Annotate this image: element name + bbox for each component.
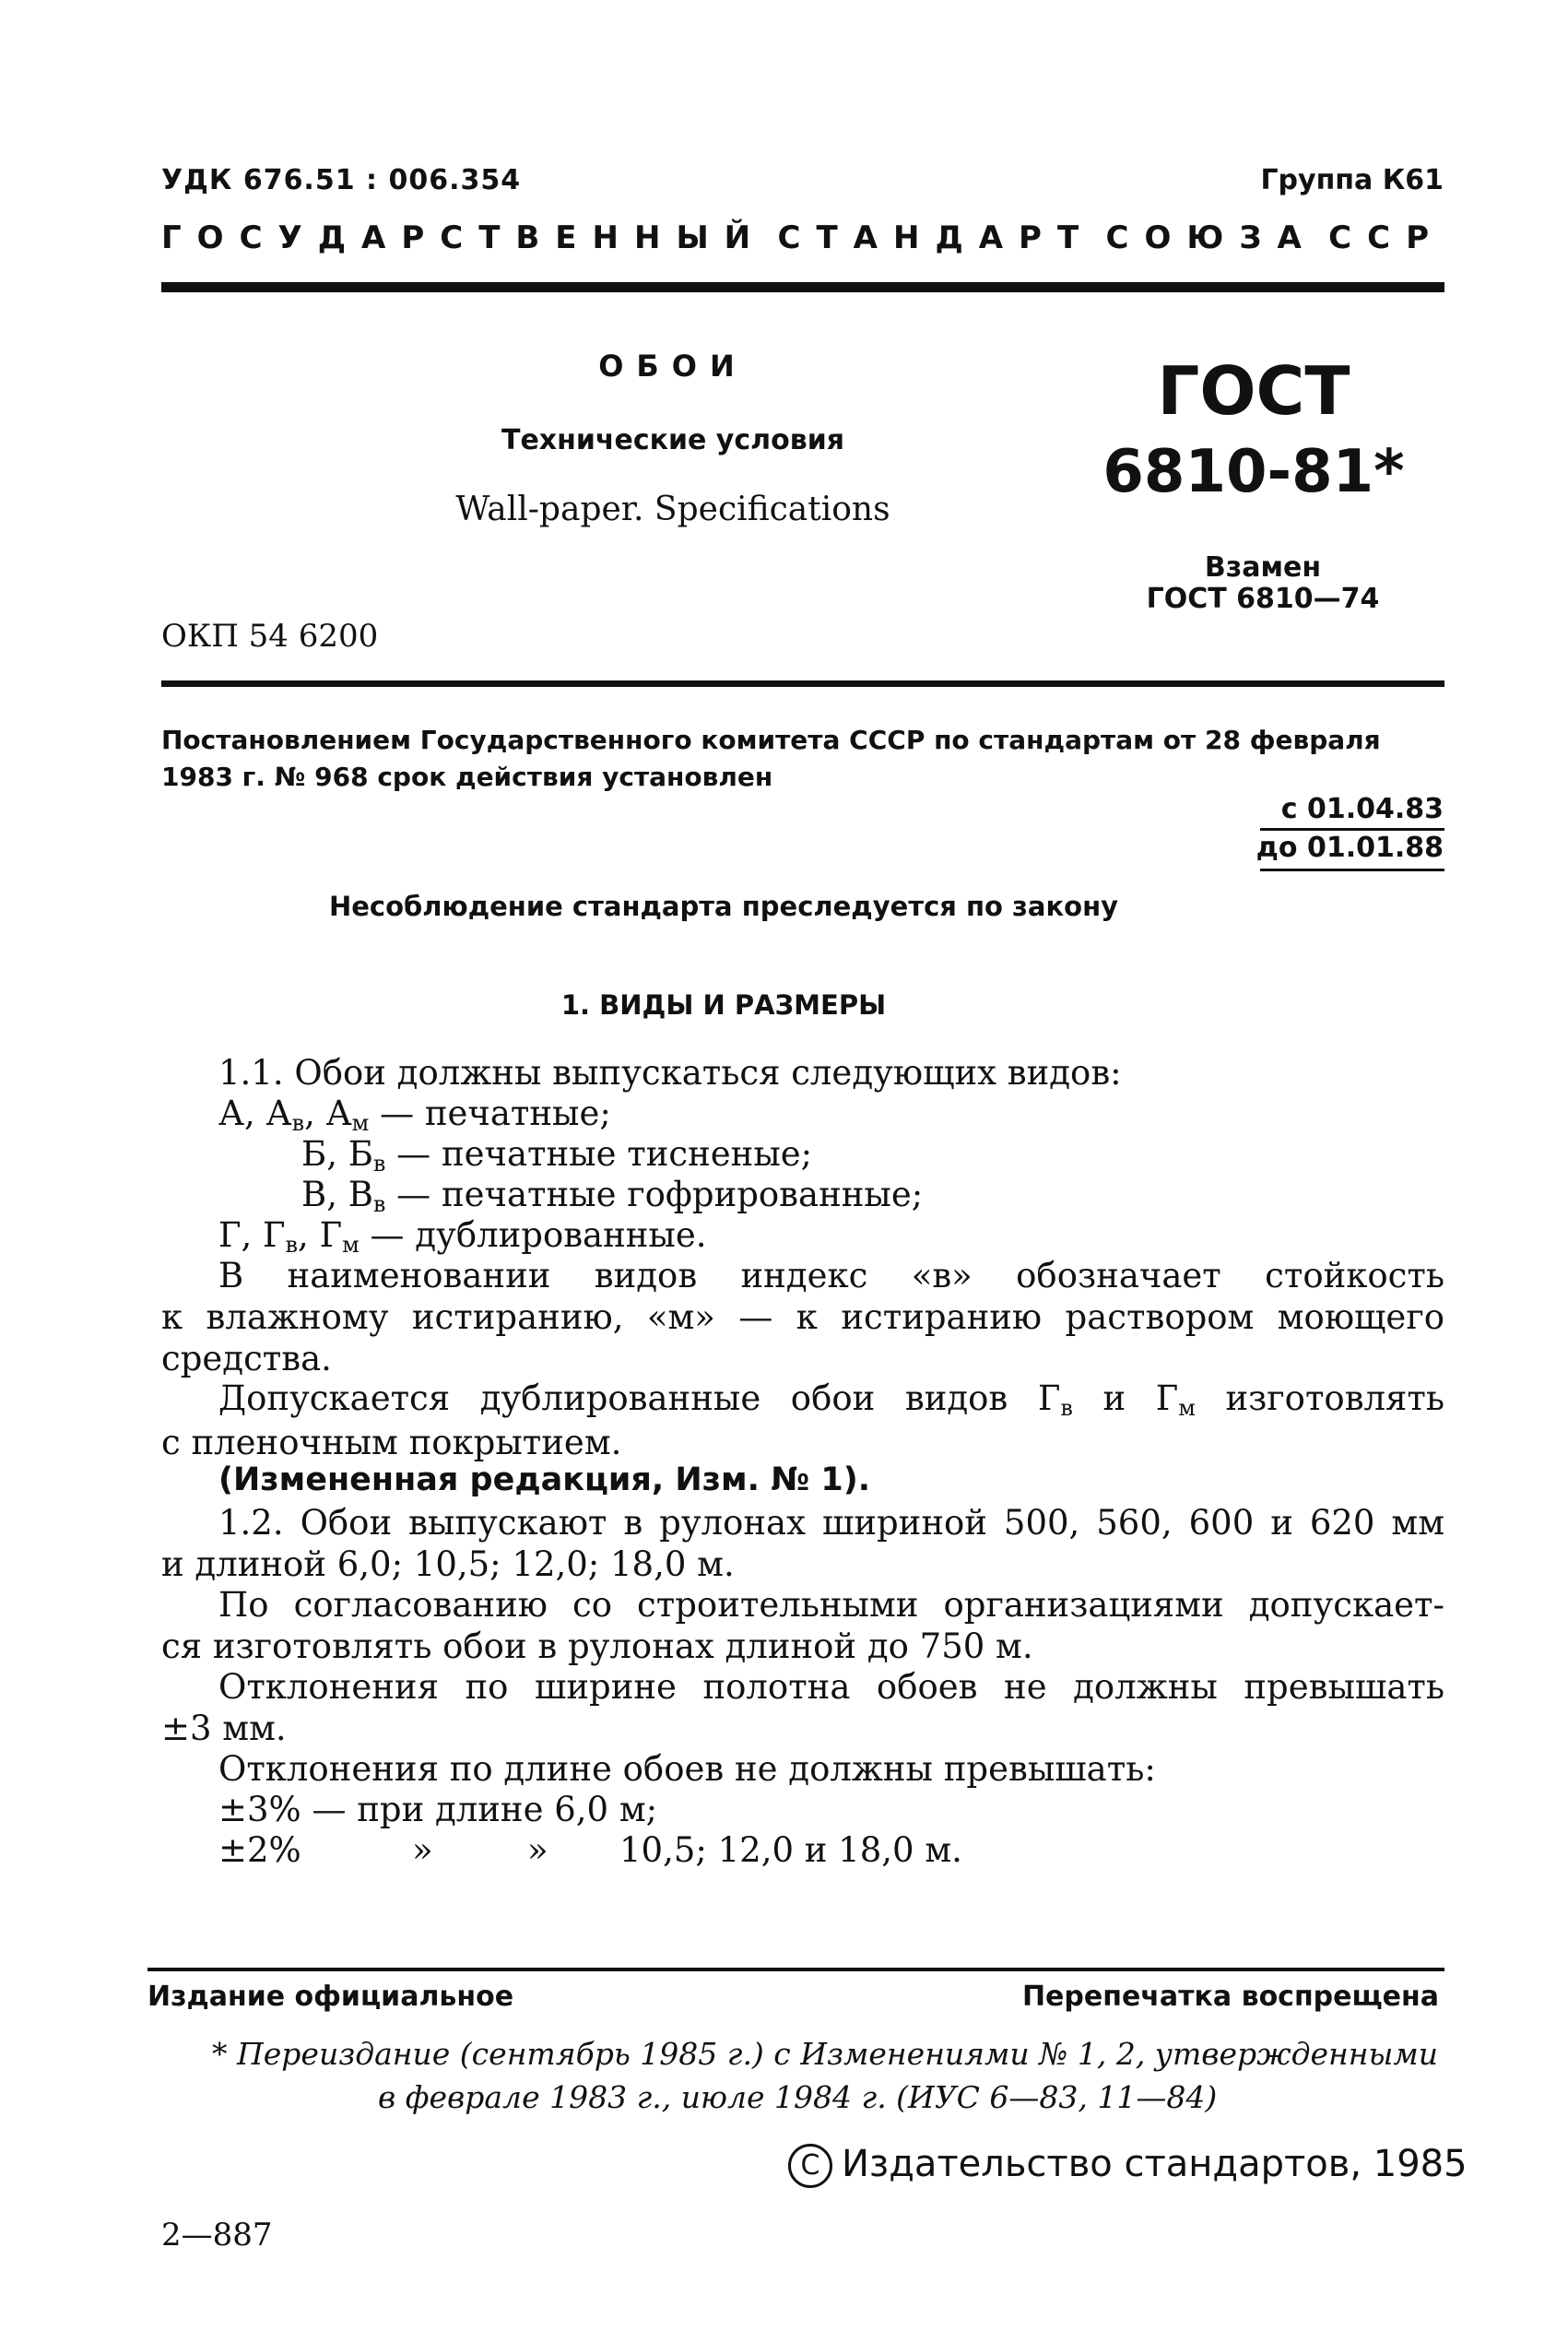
paragraph-1-2 [161, 1503, 1444, 1584]
tolerance-line-2 [218, 1830, 1048, 1870]
text-line: к влажному истиранию, «м» — к истиранию раствором моющего [161, 1297, 1444, 1337]
type-v-line [301, 1175, 923, 1217]
gost-label: ГОСТ [1157, 352, 1350, 430]
law-notice: Несоблюдение стандарта преследуется по закону [328, 891, 1119, 922]
state-standard-heading [161, 219, 1444, 256]
index-v: в [1060, 1395, 1073, 1421]
section-title: 1. ВИДЫ И РАЗМЕРЫ [560, 989, 887, 1021]
type-b-line [301, 1134, 812, 1177]
replaces-value: ГОСТ 6810—74 [1146, 583, 1380, 615]
index-paragraph [161, 1256, 1444, 1378]
type-description: — печатные тисненые; [385, 1134, 813, 1174]
index-v: в [285, 1232, 299, 1258]
udk-code: УДК 676.51 : 006.354 [161, 164, 522, 196]
index-v: в [372, 1191, 386, 1217]
print-code: 2—887 [161, 2217, 273, 2253]
type-letters: А, А [218, 1094, 292, 1133]
valid-to: до 01.01.88 [1256, 832, 1444, 864]
copyright-text: Издательство стандартов, 1985 [842, 2143, 1468, 2185]
copyright [788, 2143, 1468, 2188]
okp-code: ОКП 54 6200 [161, 618, 379, 655]
type-g-line [218, 1215, 707, 1258]
validity-rule [1260, 869, 1444, 871]
type-letters: Г, Г [218, 1215, 286, 1255]
copyright-icon: С [788, 2144, 832, 2188]
republication-note: * Переиздание (сентябрь 1985 г.) с Изменениями № 1, 2, утвержденными [212, 2036, 1439, 2072]
text-line: и длиной 6,0; 10,5; 12,0; 18,0 м. [161, 1544, 735, 1584]
official-edition: Издание официальное [147, 1981, 514, 2013]
heading-word: ССР [1328, 219, 1444, 256]
type-a-line [218, 1094, 611, 1136]
text-line: ±3 мм. [161, 1709, 287, 1748]
text-line: В наименовании видов индекс «в» обозначает стойкость [218, 1256, 1444, 1295]
heading-word: ГОСУДАРСТВЕННЫЙ [161, 219, 767, 256]
text-line: средства. [161, 1339, 332, 1378]
footer-rule [147, 1968, 1444, 1971]
paragraph-1-1: 1.1. Обои должны выпускаться следующих видов: [218, 1053, 1122, 1093]
heading-word: СТАНДАРТ [777, 219, 1095, 256]
type-letters: , А [304, 1094, 352, 1133]
valid-from: с 01.04.83 [1280, 793, 1444, 825]
length-deviation-heading: Отклонения по длине обоев не должны превышать: [218, 1749, 1156, 1789]
text-line: с пленочным покрытием. [161, 1423, 622, 1462]
reprint-prohibited: Перепечатка воспрещена [1021, 1981, 1439, 2013]
width-deviation-paragraph [161, 1667, 1444, 1748]
header-rule [161, 282, 1444, 292]
index-m: м [1178, 1395, 1196, 1421]
type-letters: В, В [301, 1175, 373, 1214]
group-code: Группа К61 [1260, 164, 1444, 196]
standard-subtitle: Технические условия [501, 424, 844, 456]
tolerance-line-1: ±3% — при длине 6,0 м; [218, 1790, 658, 1829]
tolerance-percent: ±2% [218, 1830, 301, 1870]
type-description: — печатные гофрированные; [385, 1175, 924, 1214]
duplicated-paragraph [161, 1378, 1444, 1462]
heading-word: СОЮЗА [1105, 219, 1317, 256]
english-title: Wall-paper. Specifications [455, 491, 890, 528]
agreement-paragraph [161, 1585, 1444, 1666]
text-line: ся изготовлять обои в рулонах длиной до 750 м. [161, 1626, 1033, 1666]
type-description: — печатные; [369, 1094, 611, 1133]
text-line [161, 1378, 1444, 1421]
decree-text: Постановлением Государственного комитета СССР по стандартам от 28 февраля 1983 г. № 968 срок действия установлен [161, 725, 1381, 792]
replaces-label: Взамен [1204, 551, 1322, 584]
index-v: в [291, 1110, 305, 1136]
text-line: Отклонения по ширине полотна обоев не должны превышать [218, 1667, 1444, 1707]
type-letters: Б, Б [301, 1134, 373, 1174]
amendment-note: (Измененная редакция, Изм. № 1). [218, 1461, 871, 1498]
validity-rule [1260, 828, 1444, 831]
ditto-mark: » [527, 1830, 548, 1870]
type-letters: , Г [298, 1215, 343, 1255]
index-v: в [372, 1151, 386, 1177]
gost-number: 6810-81* [1102, 438, 1405, 506]
index-m: м [351, 1110, 370, 1136]
standard-title: ОБОИ [598, 349, 748, 384]
ditto-mark: » [412, 1830, 433, 1870]
text-fragment: изготовлять [1195, 1378, 1444, 1418]
title-rule [161, 680, 1444, 687]
text-fragment: и Г [1072, 1378, 1179, 1418]
index-m: м [342, 1232, 360, 1258]
text-line: 1.2. Обои выпускают в рулонах шириной 500, 560, 600 и 620 мм [218, 1503, 1444, 1543]
republication-note: в феврале 1983 г., июле 1984 г. (ИУС 6—83, 11—84) [378, 2079, 1218, 2115]
text-fragment: Допускается дублированные обои видов Г [218, 1378, 1061, 1418]
type-description: — дублированные. [359, 1215, 707, 1255]
text-line: По согласованию со строительными организациями допускает- [218, 1585, 1444, 1625]
tolerance-values: 10,5; 12,0 и 18,0 м. [619, 1830, 962, 1870]
